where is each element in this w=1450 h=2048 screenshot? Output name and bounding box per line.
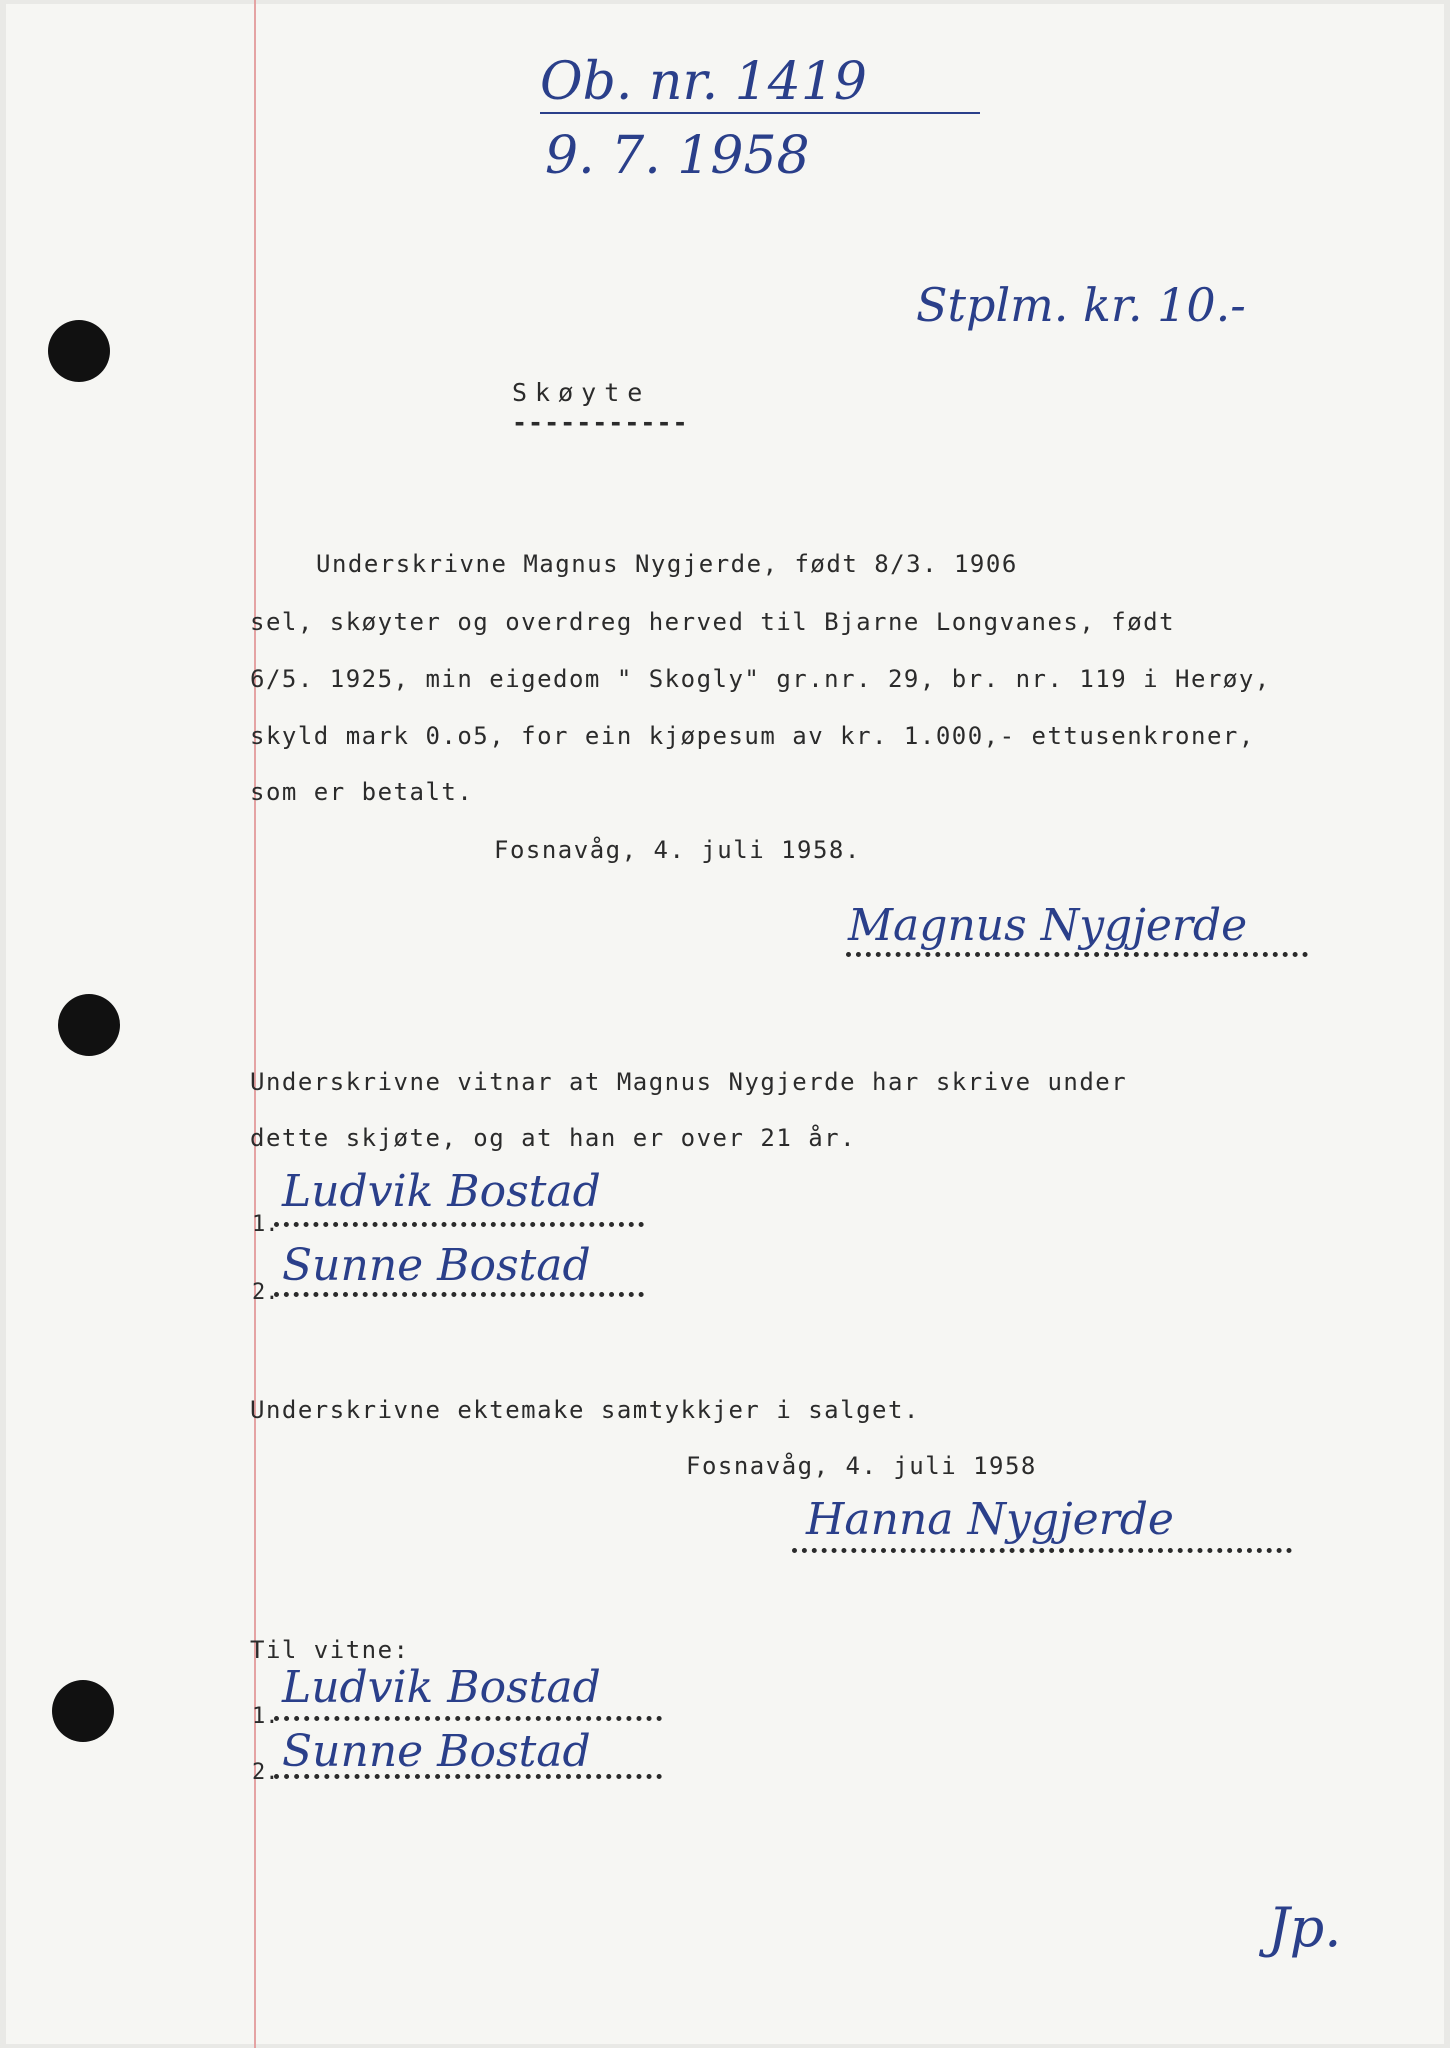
body-line-3: 6/5. 1925, min eigedom " Skogly" gr.nr. 29, br. nr. 119 i Herøy, [250,665,1271,693]
initials: Jp. [1268,1896,1342,1959]
spouse-consent: Underskrivne ektemake samtykkjer i salget. [250,1396,920,1424]
witness-number: 2. [252,1760,279,1785]
spouse-signature: Hanna Nygjerde [806,1494,1174,1545]
seller-signature: Magnus Nygjerde [848,900,1248,951]
signature-line [792,1548,1292,1553]
punch-hole [52,1680,114,1742]
document-title: Skøyte [512,378,651,407]
registration-number: Ob. nr. 1419 [540,52,868,112]
place-date-2: Fosnavåg, 4. juli 1958 [686,1452,1037,1480]
punch-hole [58,994,120,1056]
signature-line [274,1716,662,1721]
signature-line [274,1292,644,1297]
witness-number: 2. [252,1280,279,1305]
witness-signature: Sunne Bostad [282,1240,591,1291]
witness-signature: Ludvik Bostad [282,1662,601,1713]
stamp-fee: Stplm. kr. 10.- [916,278,1246,332]
witness-line-2: dette skjøte, og at han er over 21 år. [250,1124,857,1152]
body-line-2: sel, skøyter og overdreg herved til Bjarne Longvanes, født [250,608,1176,636]
body-line-4: skyld mark 0.o5, for ein kjøpesum av kr. 1.000,- ettusenkroner, [250,722,1255,750]
witness-signature: Sunne Bostad [282,1726,591,1777]
signature-line [274,1222,644,1227]
signature-line [274,1774,662,1779]
witness-signature: Ludvik Bostad [282,1166,601,1217]
signature-line [846,952,1308,957]
place-date-1: Fosnavåg, 4. juli 1958. [494,836,861,864]
til-vitne-label: Til vitne: [250,1636,410,1664]
witness-number: 1. [252,1704,279,1729]
body-line-1: Underskrivne Magnus Nygjerde, født 8/3. 1906 [316,550,1018,578]
witness-line-1: Underskrivne vitnar at Magnus Nygjerde har skrive under [250,1068,1128,1096]
title-underline: ----------- [512,408,689,437]
margin-line [254,0,256,2048]
registration-date: 9. 7. 1958 [545,126,810,186]
header-rule [540,112,980,114]
body-line-5: som er betalt. [250,778,474,806]
punch-hole [48,320,110,382]
witness-number: 1. [252,1212,279,1237]
